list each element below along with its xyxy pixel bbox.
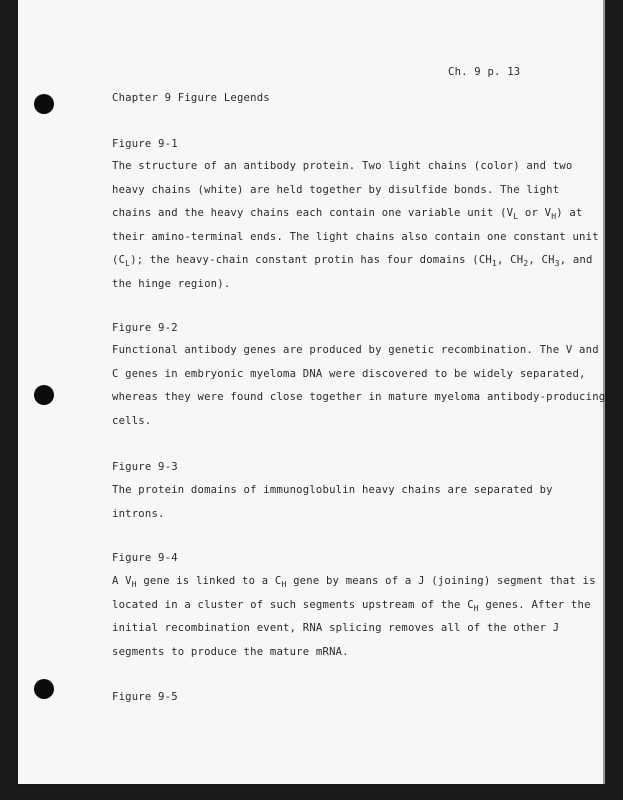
legend-line <box>112 231 599 243</box>
figure-label: Figure 9-2 <box>112 322 178 334</box>
legend-text: their amino-terminal ends. The light chains also contain one constant unit <box>112 230 599 243</box>
legend-text: segments to produce the mature mRNA. <box>112 645 349 658</box>
legend-line <box>112 184 559 196</box>
figure-label: Figure 9-5 <box>112 691 178 703</box>
legend-text: A V <box>112 575 132 587</box>
legend-line <box>112 646 349 658</box>
figure-label: Figure 9-1 <box>112 138 178 150</box>
legend-text: the hinge region). <box>112 278 231 290</box>
legend-line <box>112 278 230 290</box>
legend-text: chains and the heavy chains each contain one variable unit (V <box>112 207 514 220</box>
figure-label: Figure 9-3 <box>112 461 178 473</box>
legend-text: located in a cluster of such segments upstream of the C <box>112 598 474 611</box>
legend-line <box>112 575 596 587</box>
legend-text: gene by means of a J (joining) segment that is <box>286 575 596 587</box>
legend-line <box>112 484 553 496</box>
legend-text: , and <box>559 254 593 267</box>
legend-text: whereas they were found close together in mature myeloma antibody-producing <box>112 391 606 404</box>
subscript: 3 <box>554 259 560 269</box>
subscript: H <box>473 603 479 613</box>
legend-text: , CH <box>528 254 555 267</box>
subscript: H <box>131 580 137 589</box>
subscript: H <box>281 580 287 589</box>
legend-line <box>112 344 599 356</box>
legend-text: , CH <box>497 254 524 267</box>
punch-hole-middle <box>34 385 54 405</box>
legend-line <box>112 599 591 611</box>
legend-line <box>112 508 165 520</box>
subscript: L <box>513 212 519 222</box>
legend-text: or V <box>518 207 552 220</box>
legend-text: C genes in embryonic myeloma DNA were discovered to be widely separated, <box>112 367 586 380</box>
legend-text: cells. <box>112 414 152 427</box>
legend-text: initial recombination event, RNA splicing removes all of the other J <box>112 622 560 635</box>
legend-text: heavy chains (white) are held together by disulfide bonds. The light <box>112 183 560 196</box>
punch-hole-top <box>34 94 54 114</box>
legend-line <box>112 415 151 427</box>
legend-text: (C <box>112 254 126 267</box>
punch-hole-bottom <box>34 679 54 699</box>
legend-line <box>112 160 572 172</box>
legend-text: gene is linked to a C <box>136 575 282 587</box>
subscript: 2 <box>523 259 529 269</box>
figure-label: Figure 9-4 <box>112 552 178 564</box>
legend-text: Functional antibody genes are produced by genetic recombination. The V and <box>112 344 599 356</box>
legend-text: The protein domains of immunoglobulin heavy chains are separated by <box>112 484 553 496</box>
legend-text: introns. <box>112 507 165 520</box>
legend-text: ) at <box>556 207 583 220</box>
legend-line <box>112 207 583 222</box>
chapter-title: Chapter 9 Figure Legends <box>112 92 270 104</box>
legend-line <box>112 368 586 380</box>
legend-text: The structure of an antibody protein. Two light chains (color) and two <box>112 160 573 172</box>
legend-line <box>112 254 593 269</box>
subscript: 1 <box>491 259 498 269</box>
legend-text: genes. After the <box>478 598 591 611</box>
subscript: L <box>125 259 131 269</box>
legend-line <box>112 622 559 634</box>
legend-text: ); the heavy-chain constant protin has four domains (CH <box>130 254 492 267</box>
legend-line <box>112 391 605 403</box>
subscript: H <box>551 212 557 222</box>
page-reference: Ch. 9 p. 13 <box>448 66 521 78</box>
